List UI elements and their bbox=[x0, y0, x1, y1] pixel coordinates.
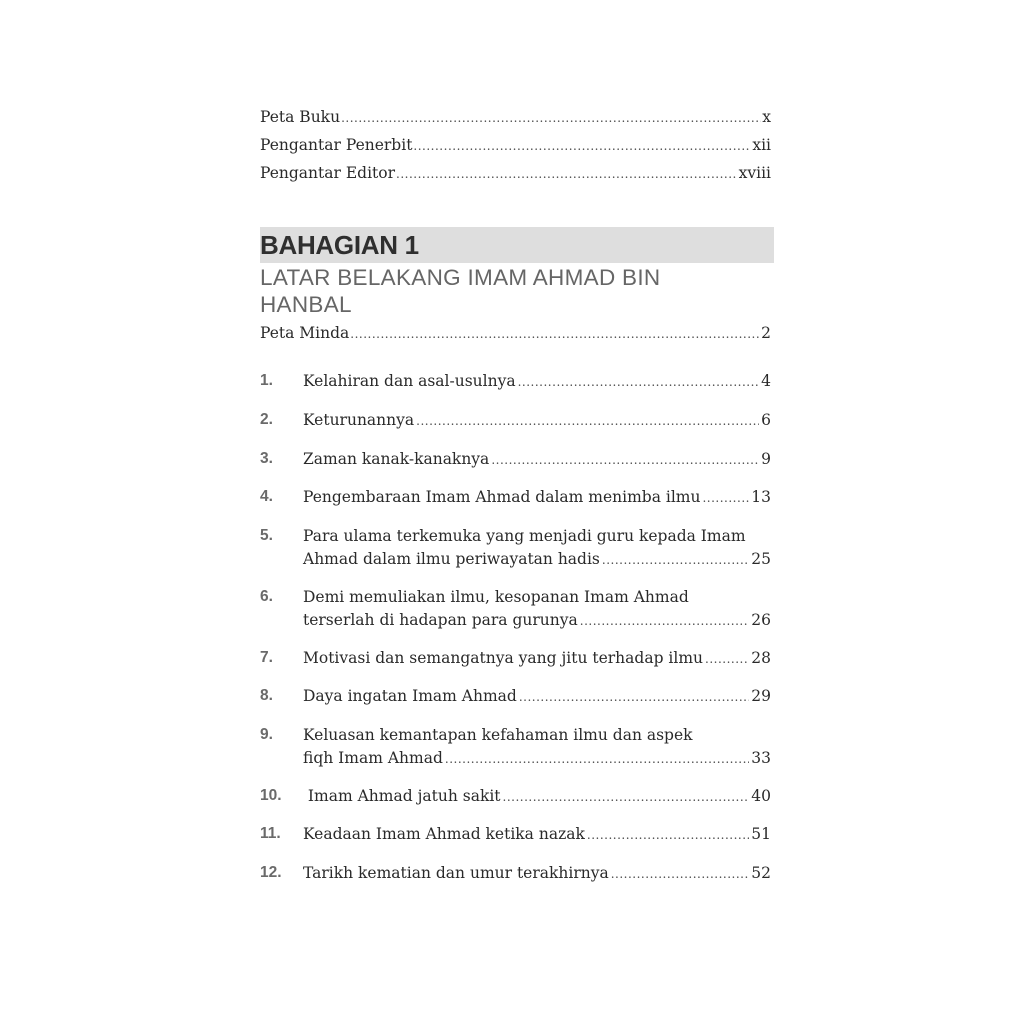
toc-entry-peta-buku bbox=[260, 106, 771, 129]
chapter-title-line1: Para ulama terkemuka yang menjadi guru kepada Imam bbox=[303, 527, 746, 545]
chapter-number: 8. bbox=[260, 687, 273, 704]
chapter-page: 28 bbox=[751, 649, 771, 667]
toc-entry-peta-minda bbox=[260, 322, 771, 345]
toc-entry-label: Peta Minda bbox=[260, 324, 350, 342]
chapter-title: Daya ingatan Imam Ahmad bbox=[303, 687, 517, 705]
toc-entry-page: xviii bbox=[738, 164, 771, 182]
chapter-title: Kelahiran dan asal-usulnya bbox=[303, 372, 516, 390]
chapter-page: 51 bbox=[751, 825, 771, 843]
dot-leader bbox=[519, 686, 749, 709]
dot-leader bbox=[445, 748, 749, 771]
chapter-title: Keadaan Imam Ahmad ketika nazak bbox=[303, 825, 585, 843]
dot-leader bbox=[518, 371, 760, 394]
toc-entry-label: Pengantar Editor bbox=[260, 164, 396, 182]
chapter-page: 25 bbox=[751, 549, 771, 568]
toc-entry-pengantar-penerbit bbox=[260, 134, 771, 157]
chapter-number: 3. bbox=[260, 450, 273, 467]
dot-leader bbox=[396, 163, 738, 185]
chapter-title: fiqh Imam Ahmad bbox=[303, 748, 443, 767]
chapter-page: 33 bbox=[751, 748, 771, 767]
chapter-number: 7. bbox=[260, 649, 273, 666]
chapter-number: 4. bbox=[260, 488, 273, 505]
chapter-title-line1: Demi memuliakan ilmu, kesopanan Imam Ahmad bbox=[303, 588, 689, 606]
toc-entry-label: Pengantar Penerbit bbox=[260, 136, 413, 154]
dot-leader bbox=[503, 786, 750, 809]
chapter-title: Imam Ahmad jatuh sakit bbox=[303, 787, 501, 805]
chapter-page: 13 bbox=[751, 488, 771, 506]
dot-leader bbox=[350, 323, 760, 345]
dot-leader bbox=[580, 610, 750, 633]
chapter-title: Keturunannya bbox=[303, 411, 415, 429]
toc-page bbox=[260, 0, 772, 1024]
dot-leader bbox=[702, 487, 749, 510]
chapter-number: 1. bbox=[260, 372, 273, 389]
chapter-number: 5. bbox=[260, 527, 273, 544]
dot-leader bbox=[491, 449, 759, 472]
toc-entry-page: 2 bbox=[761, 324, 771, 342]
chapter-title-line1: Keluasan kemantapan kefahaman ilmu dan aspek bbox=[303, 726, 693, 744]
chapter-page: 6 bbox=[761, 411, 771, 429]
dot-leader bbox=[602, 549, 749, 572]
dot-leader bbox=[416, 410, 759, 433]
chapter-number: 12. bbox=[260, 864, 282, 881]
part-title: BAHAGIAN 1 bbox=[260, 230, 419, 260]
chapter-title: terserlah di hadapan para gurunya bbox=[303, 610, 578, 629]
chapter-page: 26 bbox=[751, 610, 771, 629]
chapter-number: 9. bbox=[260, 726, 273, 743]
chapter-page: 40 bbox=[751, 787, 771, 805]
chapter-title: Pengembaraan Imam Ahmad dalam menimba ilmu bbox=[303, 488, 701, 506]
dot-leader bbox=[587, 824, 749, 847]
toc-entry-pengantar-editor bbox=[260, 162, 771, 185]
toc-entry-page: x bbox=[762, 108, 771, 126]
chapter-page: 4 bbox=[761, 372, 771, 390]
chapter-page: 52 bbox=[751, 864, 771, 882]
chapter-title: Ahmad dalam ilmu periwayatan hadis bbox=[303, 549, 600, 568]
chapter-title: Motivasi dan semangatnya yang jitu terhadap ilmu bbox=[303, 649, 704, 667]
chapter-title: Zaman kanak-kanaknya bbox=[303, 450, 490, 468]
dot-leader bbox=[413, 135, 751, 157]
part-subtitle: LATAR BELAKANG IMAM AHMAD BIN HANBAL bbox=[260, 265, 661, 317]
dot-leader bbox=[341, 107, 761, 129]
dot-leader bbox=[705, 648, 749, 671]
chapter-number: 2. bbox=[260, 411, 273, 428]
chapter-number: 6. bbox=[260, 588, 273, 605]
toc-entry-page: xii bbox=[752, 136, 771, 154]
chapter-title: Tarikh kematian dan umur terakhirnya bbox=[303, 864, 609, 882]
dot-leader bbox=[611, 863, 750, 886]
toc-entry-label: Peta Buku bbox=[260, 108, 341, 126]
chapter-number: 11. bbox=[260, 825, 281, 842]
chapter-number: 10. bbox=[260, 787, 282, 804]
chapter-page: 9 bbox=[761, 450, 771, 468]
chapter-page: 29 bbox=[751, 687, 771, 705]
